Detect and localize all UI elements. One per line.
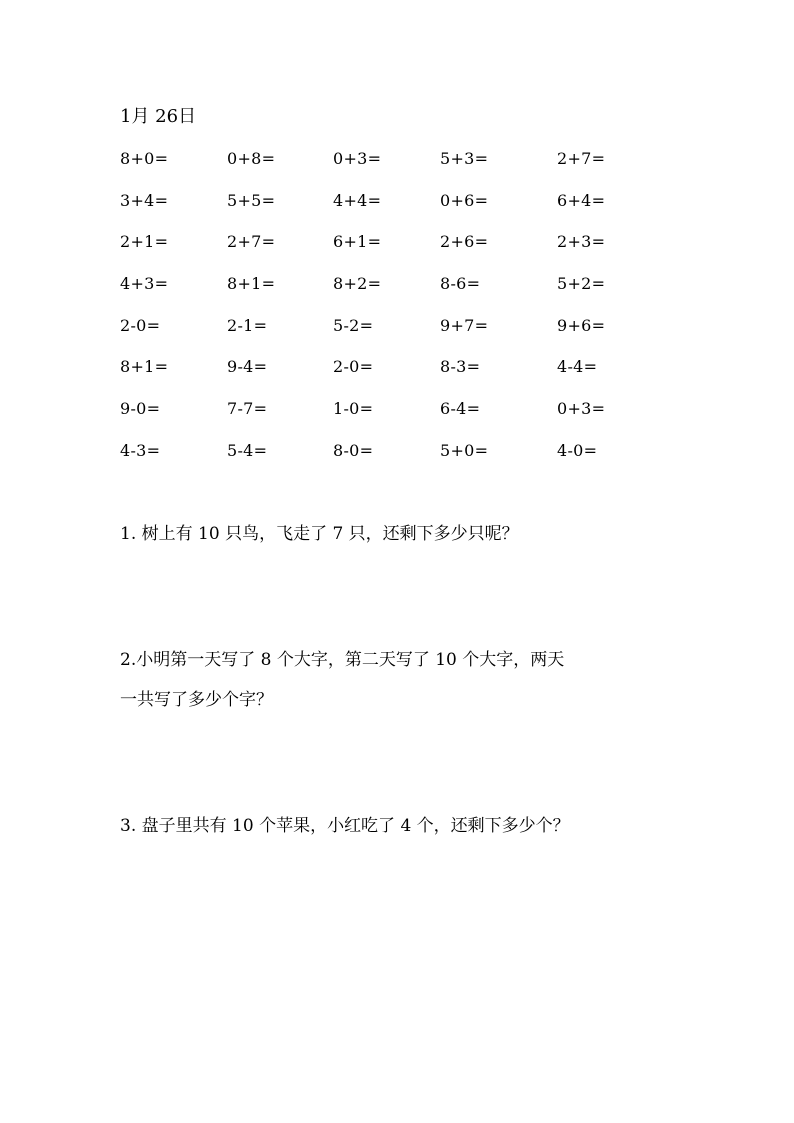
exercise-cell: 8-6= — [440, 274, 481, 294]
date-heading: 1月 26日 — [120, 106, 197, 127]
exercise-cell: 5-2= — [333, 315, 374, 335]
exercise-cell: 8-0= — [333, 440, 374, 460]
exercise-cell: 8+1= — [227, 274, 276, 294]
exercise-cell: 6+4= — [557, 190, 606, 210]
exercise-cell: 9+7= — [440, 315, 489, 335]
exercise-cell: 3+4= — [120, 190, 169, 210]
exercise-cell: 8+0= — [120, 149, 169, 168]
exercise-cell: 7-7= — [227, 399, 268, 419]
exercise-cell: 4-3= — [120, 440, 161, 460]
problem-text-line: 2.小明第一天写了 8 个大字，第二天写了 10 个大字，两天 — [120, 650, 565, 670]
word-problem-1 — [120, 514, 519, 554]
exercise-cell: 9-4= — [227, 357, 268, 377]
exercise-cell: 2-0= — [333, 357, 374, 377]
word-problem-2 — [120, 640, 564, 720]
exercise-cell: 0+6= — [440, 190, 489, 210]
exercise-cell: 6-4= — [440, 399, 481, 419]
exercise-cell: 4-4= — [557, 357, 598, 377]
exercise-cell: 5+3= — [440, 149, 489, 168]
exercise-cell: 2-0= — [120, 315, 161, 335]
exercise-cell: 2+6= — [440, 232, 489, 252]
exercise-cell: 4+3= — [120, 274, 169, 294]
exercise-cell: 5-4= — [227, 440, 268, 460]
exercise-cell: 4+4= — [333, 190, 382, 210]
exercise-cell: 2-1= — [227, 315, 268, 335]
exercise-cell: 1-0= — [333, 399, 374, 419]
exercise-cell: 0+3= — [557, 399, 606, 419]
exercise-cell: 6+1= — [333, 232, 382, 252]
exercise-cell: 8-3= — [440, 357, 481, 377]
exercise-cell: 5+2= — [557, 274, 606, 294]
exercise-cell: 9+6= — [557, 315, 606, 335]
exercise-cell: 2+3= — [557, 232, 606, 252]
exercise-cell: 0+8= — [227, 149, 276, 168]
exercise-cell: 2+7= — [557, 149, 606, 168]
exercise-cell: 8+2= — [333, 274, 382, 294]
exercise-cell: 5+5= — [227, 190, 276, 210]
word-problem-3 — [120, 806, 570, 846]
exercise-cell: 2+7= — [227, 232, 276, 252]
exercise-cell: 4-0= — [557, 440, 598, 460]
exercise-cell: 8+1= — [120, 357, 169, 377]
exercise-cell: 0+3= — [333, 149, 382, 168]
exercise-cell: 9-0= — [120, 399, 161, 419]
exercise-cell: 2+1= — [120, 232, 169, 252]
problem-text-line: 一共写了多少个字？ — [120, 690, 273, 710]
problem-text-line: 3. 盘子里共有 10 个苹果，小红吃了 4 个，还剩下多少个？ — [120, 816, 570, 836]
problem-text-line: 1. 树上有 10 只鸟，飞走了 7 只，还剩下多少只呢？ — [120, 524, 519, 544]
exercise-cell: 5+0= — [440, 440, 489, 460]
